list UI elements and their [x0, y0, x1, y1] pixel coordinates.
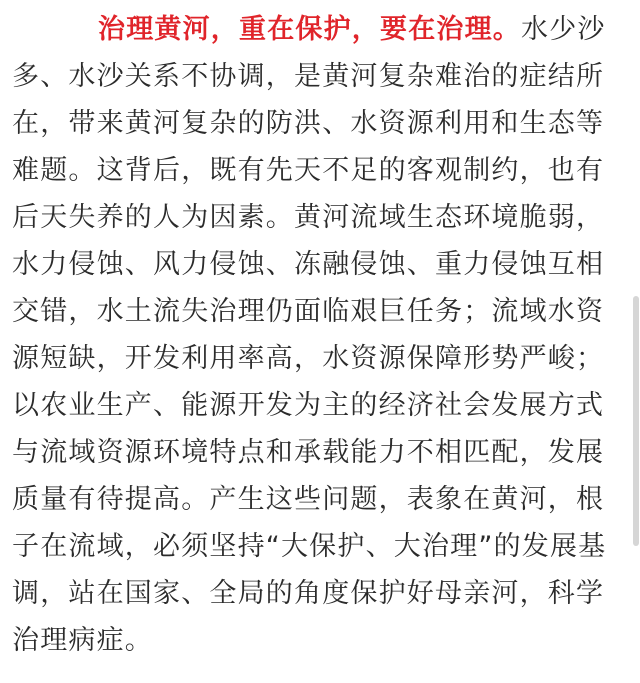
paragraph-line: 治理病症。: [12, 625, 153, 656]
paragraph-line: 子在流域，必须坚持“大保护、大治理”的发展基: [12, 531, 607, 562]
paragraph-line: 难题。这背后，既有先天不足的客观制约，也有: [12, 155, 605, 186]
paragraph-line: 源短缺，开发利用率高，水资源保障形势严峻；: [12, 343, 605, 374]
paragraph-line: 后天失养的人为因素。黄河流域生态环境脆弱，: [12, 202, 605, 233]
paragraph-line: 多、水沙关系不协调，是黄河复杂难治的症结所: [12, 61, 605, 92]
paragraph-line: 质量有待提高。产生这些问题，表象在黄河，根: [12, 484, 605, 515]
paragraph-line: 水力侵蚀、风力侵蚀、冻融侵蚀、重力侵蚀互相: [12, 249, 605, 280]
paragraph-line: 在，带来黄河复杂的防洪、水资源利用和生态等: [12, 108, 605, 139]
paragraph-line: 交错，水土流失治理仍面临艰巨任务；流域水资: [12, 296, 605, 327]
paragraph-text: 水少沙: [521, 14, 606, 45]
paragraph-line: 与流域资源环境特点和承载能力不相匹配，发展: [12, 437, 605, 468]
article-paragraph: [12, 6, 612, 664]
paragraph-line: 调，站在国家、全局的角度保护好母亲河，科学: [12, 578, 605, 609]
lead-sentence: 治理黄河，重在保护，要在治理。: [98, 14, 521, 45]
paragraph-line: 以农业生产、能源开发为主的经济社会发展方式: [12, 390, 605, 421]
scrollbar-thumb[interactable]: [633, 296, 639, 546]
scrollbar-track[interactable]: [630, 0, 640, 683]
paragraph-line-1: [12, 6, 612, 53]
